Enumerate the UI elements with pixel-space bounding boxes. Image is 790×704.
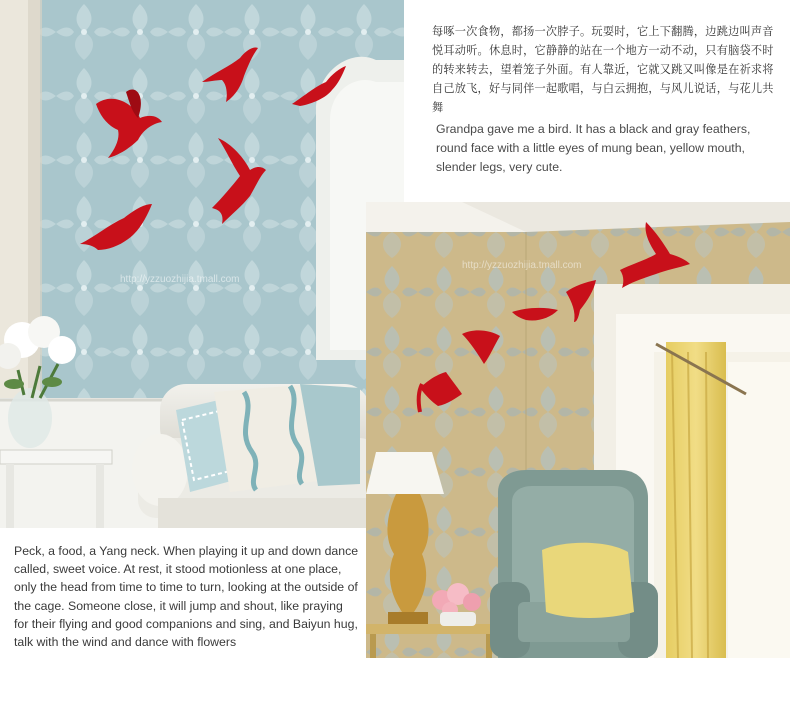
bottom-photo-watermark: http://yzzuozhijia.tmall.com xyxy=(462,260,582,271)
blue-room-scene xyxy=(0,0,404,528)
yellow-cushion xyxy=(542,543,634,618)
side-table xyxy=(0,450,112,464)
glass-vase xyxy=(8,388,52,448)
living-room-photo-blue-wallpaper xyxy=(0,0,404,528)
english-description-bottom: Peck, a food, a Yang neck. When playing it up and down dance called, sweet voice. At rest, it stood motionless at one place, only the head from time to time to turn, looking at the outside of the cage. Someone close, it will jump and shout, like praying for their flying and good companions and sing, and Baiyun hug, talk with the wind and dance with flowers xyxy=(14,544,359,650)
english-description-top: Grandpa gave me a bird. It has a black and gray feathers, round face with a little eyes of mung bean, yellow mouth, slender legs, very cute. xyxy=(436,122,751,174)
living-room-photo-gold-wallpaper xyxy=(366,202,790,658)
chinese-description: 每啄一次食物，都扬一次脖子。玩耍时，它上下翻腾，边跳边叫声音悦耳动听。休息时，它静静的站在一个地方一动不动，只有脑袋不时的转来转去，望着笼子外面。有人靠近，它就又跳又叫像是在祈求将自己放飞，好与同伴一起歌唱，与白云拥抱，与风儿说话，与花儿共舞 xyxy=(432,25,774,114)
side-table xyxy=(366,624,496,634)
top-photo-watermark: http://yzzuozhijia.tmall.com xyxy=(120,274,240,285)
gold-room-scene xyxy=(366,202,790,658)
